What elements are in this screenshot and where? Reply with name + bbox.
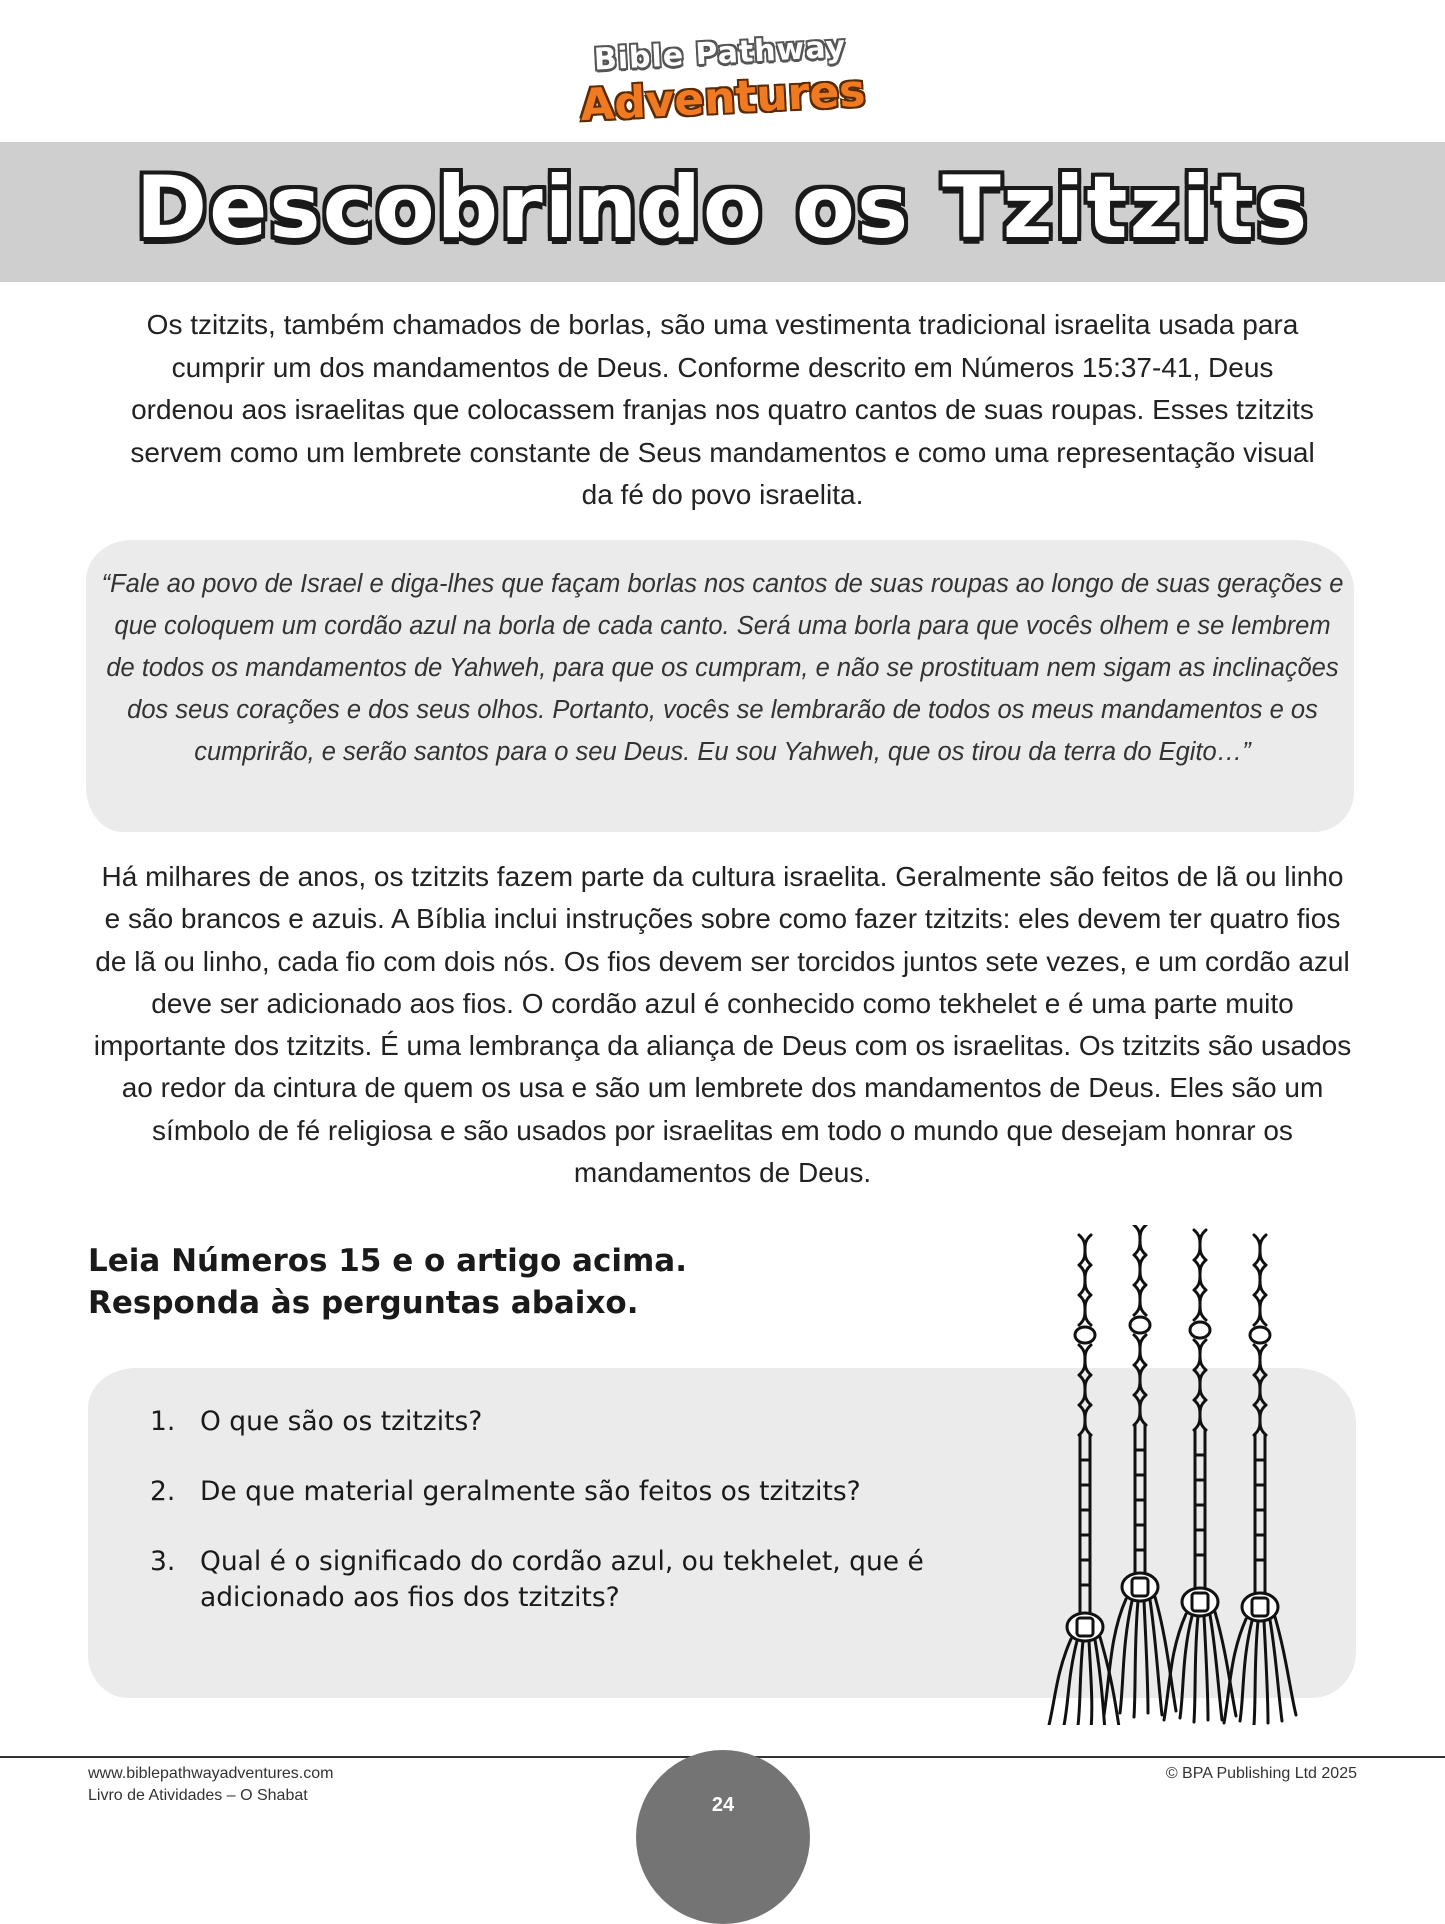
question-list [150, 1404, 1030, 1650]
instruction-line-2: Responda às perguntas abaixo. [88, 1285, 639, 1321]
tzitzit-tassels-icon [1040, 1225, 1370, 1725]
brand-logo [578, 29, 867, 136]
page-number: 24 [711, 1794, 735, 1816]
scripture-quote: “Fale ao povo de Israel e diga-lhes que façam borlas nos cantos de suas roupas ao longo de suas gerações e que coloquem um cordão azul na borla de cada canto. Será uma borla para que vocês olhem e se lembrem de todos os mandamentos de Yahweh, para que os cumpram, e não se prostituam nem sigam as inclinações dos seus corações e dos seus olhos. Portanto, vocês se lembrarão de todos os meus mandamentos e os cumprirão, e serão santos para o seu Deus. Eu sou Yahweh, que os tirou da terra do Egito…” [101, 570, 1344, 766]
question-text: Qual é o significado do cordão azul, ou tekhelet, que é adicionado aos fios dos tzitzits? [200, 1546, 924, 1613]
logo-top-text: Bible Pathway [593, 29, 847, 78]
intro-paragraph: Os tzitzits, também chamados de borlas, são uma vestimenta tradicional israelita usada para cumprir um dos mandamentos de Deus. Conforme descrito em Números 15:37-41, Deus ordenou aos israelitas que colocassem franjas nos quatro cantos de suas roupas. Esses tzitzits servem como um lembrete constante de Seus mandamentos e como uma representação visual da fé do povo israelita. [130, 309, 1315, 510]
footer-left [88, 1763, 333, 1807]
instruction-heading [88, 1240, 788, 1324]
question-item [150, 1404, 1030, 1440]
instruction-line-1: Leia Números 15 e o artigo acima. [88, 1243, 687, 1279]
question-number: 2. [150, 1476, 176, 1507]
footer-book-title: Livro de Atividades – O Shabat [88, 1787, 308, 1804]
question-item [150, 1474, 1030, 1510]
question-text: De que material geralmente são feitos os tzitzits? [200, 1476, 861, 1507]
question-item [150, 1544, 1030, 1616]
body-paragraph: Há milhares de anos, os tzitzits fazem parte da cultura israelita. Geralmente são feitos de lã ou linho e são brancos e azuis. A Bíblia inclui instruções sobre como fazer tzitzits: eles devem ter quatro fios de lã ou linho, cada fio com dois nós. Os fios devem ser torcidos juntos sete vezes, e um cordão azul deve ser adicionado aos fios. O cordão azul é conhecido como tekhelet e é uma parte muito importante dos tzitzits. É uma lembrança da aliança de Deus com os israelitas. Os tzitzits são usados ao redor da cintura de quem os usa e são um lembrete dos mandamentos de Deus. Eles são um símbolo de fé religiosa e são usados por israelitas em todo o mundo que desejam honrar os mandamentos de Deus. [93, 861, 1352, 1189]
question-number: 3. [150, 1546, 176, 1577]
question-text: O que são os tzitzits? [200, 1406, 483, 1437]
question-number: 1. [150, 1406, 176, 1437]
page-title: Descobrindo os Tzitzits [135, 158, 1310, 258]
footer-website: www.biblepathwayadventures.com [88, 1765, 334, 1782]
logo-bottom-text: Adventures [578, 65, 867, 132]
footer-copyright: © BPA Publishing Ltd 2025 [1165, 1765, 1357, 1782]
page-number-badge [636, 1750, 810, 1924]
